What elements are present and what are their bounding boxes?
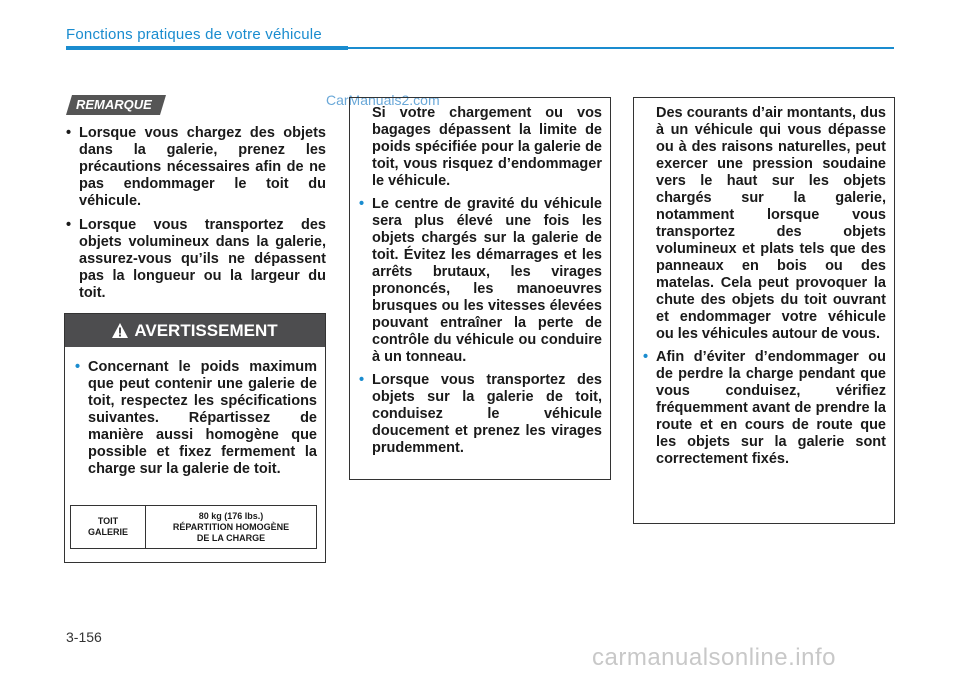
- warning-bullet: • Afin d’éviter d’endommager ou de perdre la charge pendant que vous conduisez, vérifiez fréquemment avant de prendre la route et en cours de route que les objets sur la galerie sont correctement fixés.: [643, 349, 886, 467]
- warning-title: AVERTISSEMENT: [134, 320, 278, 340]
- remarque-bullet: • Lorsque vous chargez des objets dans la galerie, prenez les précautions nécessaires afin de ne pas endommager le toit du véhicule.: [66, 125, 326, 209]
- remarque-label: REMARQUE: [76, 97, 152, 112]
- remarque-list: [66, 125, 326, 309]
- table-value-cell: 80 kg (176 lbs.) RÉPARTITION HOMOGÈNE DE LA CHARGE: [172, 510, 290, 543]
- warning-bullet: • Le centre de gravité du véhicule sera plus élevé une fois les objets chargés sur la galerie de toit. Évitez les démarrages et les arrêts brutaux, les virages prononcés, les manoeuvres brusques ou les vitesses élevées pouvant entraîner la perte de contrôle du véhicule ou conduire à un tonneau.: [359, 196, 602, 365]
- page-number: 3-156: [66, 629, 102, 645]
- header-accent-bar: [66, 46, 348, 50]
- watermark-link[interactable]: CarManuals2.com: [326, 92, 440, 108]
- roof-load-table: [70, 505, 317, 549]
- warning-continuation-box: [349, 97, 611, 480]
- warning-continuation-box-2: [633, 97, 895, 524]
- warning-bullet: • Lorsque vous transportez des objets sur la galerie de toit, conduisez le véhicule doucement et prenez les virages prudemment.: [359, 372, 602, 456]
- table-label-cell: TOIT GALERIE: [71, 506, 146, 548]
- warning-box: [64, 313, 326, 563]
- bullet-dot: •: [75, 359, 81, 375]
- continuation-text: Si votre chargement ou vos bagages dépassent la limite de poids spécifiée pour la galerie de toit, vous risquez d’endommager le véhicule.: [372, 105, 602, 189]
- warning-triangle-icon: [112, 323, 128, 338]
- bullet-dot: •: [359, 196, 365, 212]
- warning-bullet: • Concernant le poids maximum que peut contenir une galerie de toit, respectez les spécifications suivantes. Répartissez de manière aussi homogène que possible et fixez fermement la charge sur la galerie de toit.: [75, 359, 317, 477]
- header-rule: [348, 47, 894, 49]
- remarque-badge: [66, 95, 166, 115]
- continuation-text: Des courants d’air montants, dus à un véhicule qui vous dépasse ou à des raisons naturelles, peut exercer une pression soudaine vers le haut sur les objets chargés sur la galerie, notamment lorsque vous transportez des objets volumineux et plats tels que des panneaux en bois ou des matelas. Cela peut provoquer la chute des objets du toit ouvrant et endommager votre véhicule ou les véhicules autour de vous.: [656, 105, 886, 342]
- bullet-dot: •: [359, 372, 365, 388]
- bullet-dot: •: [66, 217, 72, 233]
- bullet-dot: •: [66, 125, 72, 141]
- remarque-bullet: • Lorsque vous transportez des objets volumineux dans la galerie, assurez-vous qu’ils ne dépassent pas la longueur ou la largeur du toit.: [66, 217, 326, 301]
- footer-watermark: carmanualsonline.info: [592, 644, 836, 671]
- section-title: Fonctions pratiques de votre véhicule: [66, 26, 322, 43]
- warning-body: [65, 347, 325, 478]
- bullet-dot: •: [643, 349, 649, 365]
- warning-header: [65, 314, 325, 347]
